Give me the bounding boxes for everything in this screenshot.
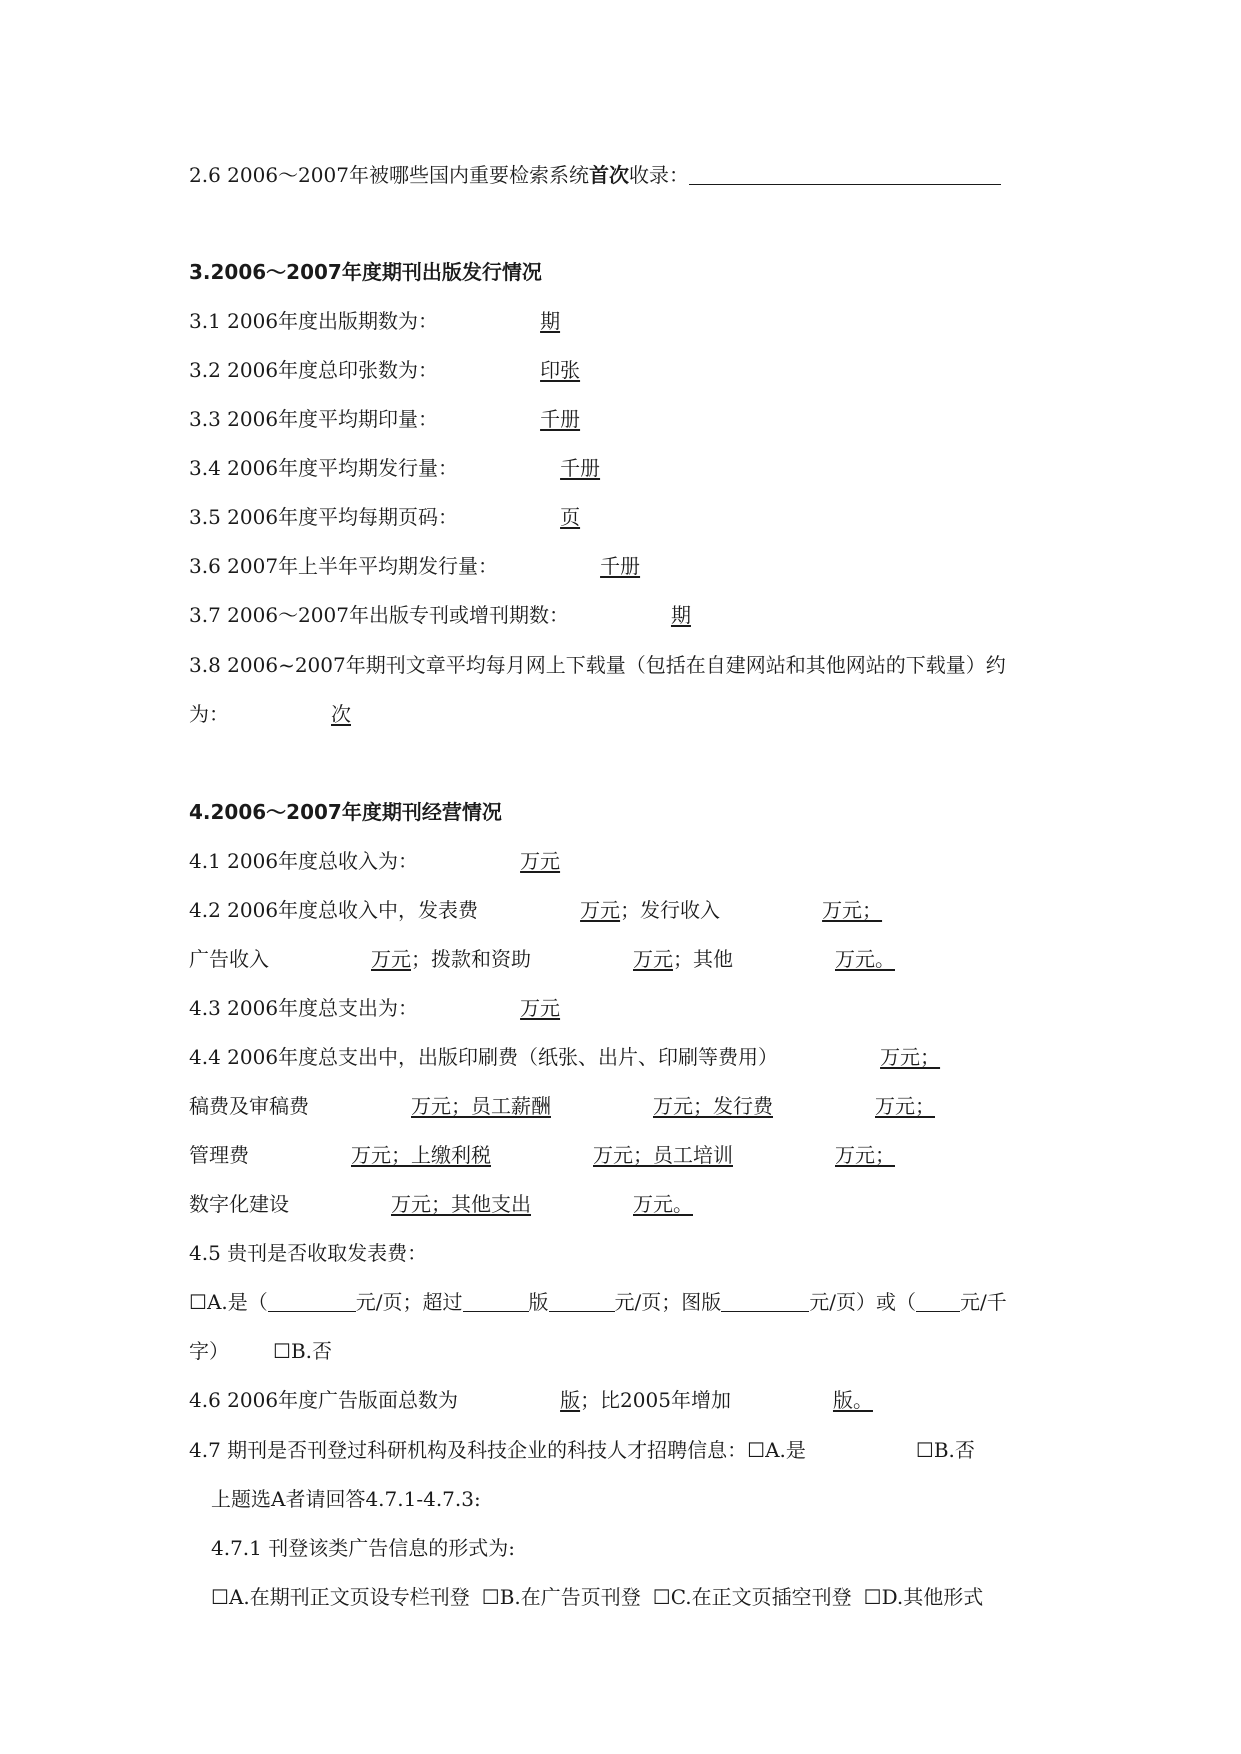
checkbox-b[interactable]: ☐ — [915, 1438, 934, 1462]
unit-label: 期 — [540, 309, 561, 333]
blank-field[interactable]: 发行费 万元； — [713, 1094, 935, 1118]
checkbox-d[interactable]: ☐ — [863, 1585, 882, 1609]
item-3-5 — [189, 504, 580, 530]
item-4-4-cont2: 管理费 万元；上缴利税 万元；员工培训 万元； — [189, 1143, 895, 1167]
blank-field[interactable]: 员工培训 万元； — [653, 1143, 895, 1167]
section-3-heading: 3.2006～2007年度期刊出版发行情况 — [189, 260, 542, 284]
unit-label: 千册 — [540, 407, 581, 431]
item-3-4 — [189, 455, 600, 481]
item-4-5: 4.5 贵刊是否收取发表费： — [189, 1241, 428, 1265]
item-3-8: 3.8 2006~2007年期刊文章平均每月网上下载量（包括在自建网站和其他网站的下载量）约 — [189, 653, 1006, 677]
item-2-6 — [189, 162, 1001, 188]
blank-field[interactable] — [569, 603, 691, 627]
item-label: 3.2 2006年度总印张数为： — [189, 358, 439, 382]
item-4-3 — [189, 995, 560, 1021]
blank-field[interactable] — [549, 1291, 615, 1312]
item-label: 3.1 2006年度出版期数为： — [189, 309, 439, 333]
blank-field[interactable] — [268, 1291, 356, 1312]
item-4-4-cont1: 稿费及审稿费 万元；员工薪酬 万元；发行费 万元； — [189, 1094, 935, 1118]
item-label: 3.3 2006年度平均期印量： — [189, 407, 439, 431]
item-label: 3.6 2007年上半年平均期发行量： — [189, 554, 499, 578]
item-4-7-1: 4.7.1 刊登该类广告信息的形式为: — [211, 1536, 515, 1560]
unit-label: 期 — [670, 603, 691, 627]
checkbox-b[interactable]: ☐ — [273, 1339, 291, 1363]
blank-field[interactable]: 万元； — [411, 1094, 471, 1118]
blank-field[interactable] — [438, 407, 580, 431]
item-3-8-cont — [189, 701, 351, 727]
blank-field[interactable] — [418, 996, 560, 1020]
item-2-6-pre: 2.6 2006～2007年被哪些国内重要检索系统 — [189, 163, 589, 187]
item-4-1 — [189, 848, 560, 874]
item-4-7-1-options: ☐A.在期刊正文页设专栏刊登 ☐B.在广告页刊登 ☐C.在正文页插空刊登 ☐D.其他形式 — [211, 1585, 984, 1609]
blank-field[interactable]: 万元； — [351, 1143, 411, 1167]
blank-field[interactable] — [498, 554, 640, 578]
blank-field[interactable] — [418, 849, 560, 873]
item-label: 4.2 2006年度总收入中，发表费 — [189, 898, 479, 922]
item-3-2 — [189, 357, 580, 383]
unit-label: 千册 — [560, 456, 601, 480]
blank-field[interactable]: 万元； — [880, 1045, 941, 1069]
item-label: 4.7 期刊是否刊登过科研机构及科技企业的科技人才招聘信息： — [189, 1438, 748, 1462]
blank-field[interactable]: 版 — [560, 1388, 581, 1412]
item-label: 4.4 2006年度总支出中，出版印刷费（纸张、出片、印刷等费用） — [189, 1045, 779, 1069]
item-label: 3.5 2006年度平均每期页码： — [189, 505, 459, 529]
unit-label: 万元 — [520, 996, 561, 1020]
item-4-7: 4.7 期刊是否刊登过科研机构及科技企业的科技人才招聘信息：☐A.是 ☐B.否 — [189, 1438, 975, 1462]
unit-label: 万元 — [520, 849, 561, 873]
blank-field[interactable]: 员工薪酬 万元； — [471, 1094, 713, 1118]
blank-field[interactable]: 万元 — [371, 947, 411, 971]
blank-field[interactable]: 万元 — [580, 898, 621, 922]
item-3-7 — [189, 602, 691, 628]
blank-field[interactable]: 万元 — [633, 947, 673, 971]
blank-field[interactable] — [458, 505, 580, 529]
checkbox-a[interactable]: ☐ — [747, 1438, 766, 1462]
blank-field[interactable] — [721, 1291, 809, 1312]
item-label: 3.7 2006～2007年出版专刊或增刊期数： — [189, 603, 569, 627]
unit-label: 次 — [331, 702, 351, 726]
item-4-4-cont3: 数字化建设 万元；其他支出 万元。 — [189, 1192, 693, 1216]
blank-field[interactable] — [438, 309, 560, 333]
item-3-1 — [189, 308, 560, 334]
blank-field[interactable]: 万元； — [822, 898, 883, 922]
blank-field[interactable] — [438, 358, 580, 382]
checkbox-a[interactable]: ☐ — [189, 1290, 207, 1314]
blank-field[interactable] — [463, 1291, 529, 1312]
unit-label: 页 — [560, 505, 581, 529]
item-2-6-bold: 首次 — [588, 163, 629, 187]
checkbox-b[interactable]: ☐ — [481, 1585, 500, 1609]
unit-label: 印张 — [540, 358, 581, 382]
item-4-2-cont: 广告收入 万元；拨款和资助 万元；其他 万元。 — [189, 947, 895, 971]
item-label: 为： — [189, 702, 229, 726]
item-4-5-option-a: ☐A.是（ 元/页；超过 版 元/页；图版 元/页）或（ 元/千 — [189, 1290, 1007, 1314]
item-3-6 — [189, 553, 640, 579]
item-4-6: 4.6 2006年度广告版面总数为 版；比2005年增加 版。 — [189, 1388, 873, 1412]
blank-field[interactable] — [689, 164, 1001, 185]
item-2-6-post: 收录： — [628, 163, 689, 187]
item-3-3 — [189, 406, 580, 432]
blank-field[interactable] — [916, 1291, 960, 1312]
blank-field[interactable]: 上缴利税 万元； — [411, 1143, 653, 1167]
item-label: 3.4 2006年度平均期发行量： — [189, 456, 459, 480]
item-4-7-note: 上题选A者请回答4.7.1-4.7.3: — [211, 1487, 481, 1511]
section-4-heading: 4.2006～2007年度期刊经营情况 — [189, 800, 502, 824]
item-label: 4.1 2006年度总收入为： — [189, 849, 419, 873]
blank-field[interactable]: 版。 — [832, 1388, 873, 1412]
item-label: 4.3 2006年度总支出为： — [189, 996, 419, 1020]
blank-field[interactable]: 万元； — [391, 1192, 451, 1216]
blank-field[interactable] — [229, 702, 351, 726]
unit-label: 千册 — [600, 554, 641, 578]
checkbox-c[interactable]: ☐ — [652, 1585, 671, 1609]
blank-field[interactable] — [458, 456, 600, 480]
item-4-5-option-b: 字） ☐B.否 — [189, 1339, 332, 1363]
blank-field[interactable]: 万元。 — [835, 947, 895, 971]
checkbox-a[interactable]: ☐ — [211, 1585, 229, 1609]
item-4-4 — [189, 1044, 940, 1070]
item-4-2: 4.2 2006年度总收入中，发表费 万元；发行收入 万元； — [189, 898, 883, 922]
blank-field[interactable]: 其他支出 万元。 — [451, 1192, 693, 1216]
item-label: 4.6 2006年度广告版面总数为 — [189, 1388, 459, 1412]
